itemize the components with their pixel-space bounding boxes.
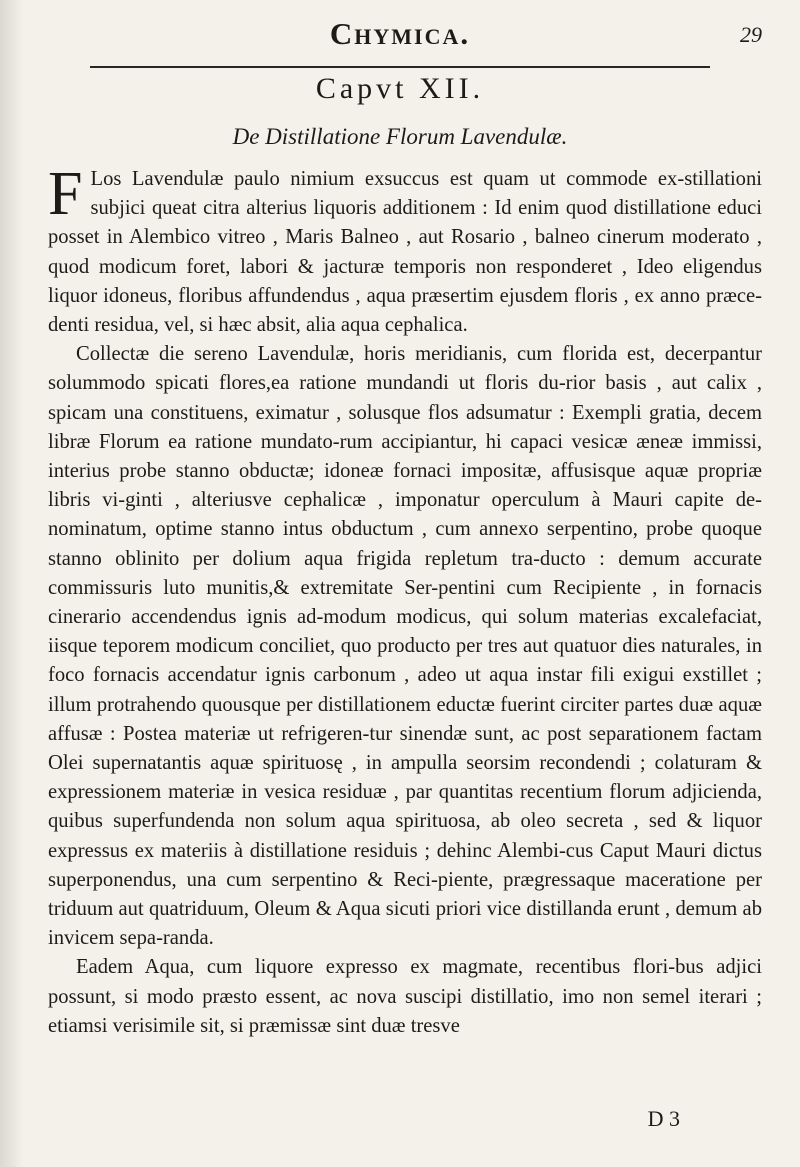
page-number: 29 (740, 22, 762, 47)
paragraph-1-text: Los Lavendulæ paulo nimium exsuccus est quam ut commode ex-stillationi subjici queat citra alterius liquoris additionem : Id enim quod distillatione educi posset in Alembico vitreo , Maris Balneo , aut Rosario , balneo cinerum moderato , quod modicum foret, labori & jacturæ temporis non responderet , Ideo eligendus liquor idoneus, floribus affundendus , aqua præsertim ejusdem floris , ex anno præce-denti residua, vel, si hæc absit, alia aqua cephalica. (48, 168, 762, 337)
binding-shadow (0, 0, 24, 1167)
paragraph-1 (48, 160, 762, 340)
header-rule (90, 66, 710, 68)
body-text (48, 160, 762, 1041)
drop-initial: F (48, 160, 83, 228)
paragraph-3: Eadem Aqua, cum liquore expresso ex magmate, recentibus flori-bus adjici possunt, si modo præsto essent, ac nova suscipi distillatio, imo non semel iterari ; etiamsi verisimile sit, si præmissæ sint duæ tresve (48, 956, 762, 1037)
chapter-subtitle: De Distillatione Florum Lavendulæ. (232, 124, 568, 149)
paragraph-2: Collectæ die sereno Lavendulæ, horis meridianis, cum florida est, decerpantur solummodo spicati flores,ea ratione mundandi ut floris du-rior basis , aut calix , spicam una constituens, eximatur , solusque flos adsumatur : Exempli gratia, decem libræ Florum ea ratione mundato-rum accipiantur, hi capaci vesicæ æneæ immissi, interius probe stanno obductæ; idoneæ fornaci impositæ, affusisque aquæ propriæ libris vi-ginti , alteriusve cephalicæ , imponatur operculum à Mauri capite de-nominatum, optime stanno intus obductum , cum annexo serpentino, probe quoque stanno oblinito per dolium aqua frigida repletum tra-ducto : demum accurate commissuris luto munitis,& extremitate Ser-pentini cum Recipiente , in fornacis cinerario accendendus ignis ad-modum modicus, qui solum materias excalefaciat, iisque teporem modicum conciliet, quo producto per tres aut quatuor dies naturales, in foco fornacis accendatur ignis carbonum , adeo ut aqua instar fili exigui exstillet ; illum protrahendo quousque per distillationem eductæ fuerint circiter partes duæ aquæ affusæ : Postea materiæ ut refrigeren-tur sinendæ sunt, ac post separationem factam Olei supernatantis aquæ spirituosę , in ampulla seorsim recondendi ; colaturam & expressionem materiæ in vesica residuæ , par quantitas recentium florum adjicienda, quibus superfundenda non solum aqua spirituosa, ab oleo secreta , sed & liquor expressus ex materiis à distillatione residuis ; dehinc Alembi-cus Caput Mauri dictus superponendus, una cum serpentino & Reci-piente, prægressaque maceratione per triduum aut quatriduum, Oleum & Aqua sicuti priori vice distillanda erunt , demum ab invicem sepa-randa. (48, 343, 762, 950)
chapter-title: Capvt XII. (315, 72, 485, 105)
catchword: D 3 (647, 1106, 680, 1131)
running-head: Chymica. (329, 16, 471, 51)
